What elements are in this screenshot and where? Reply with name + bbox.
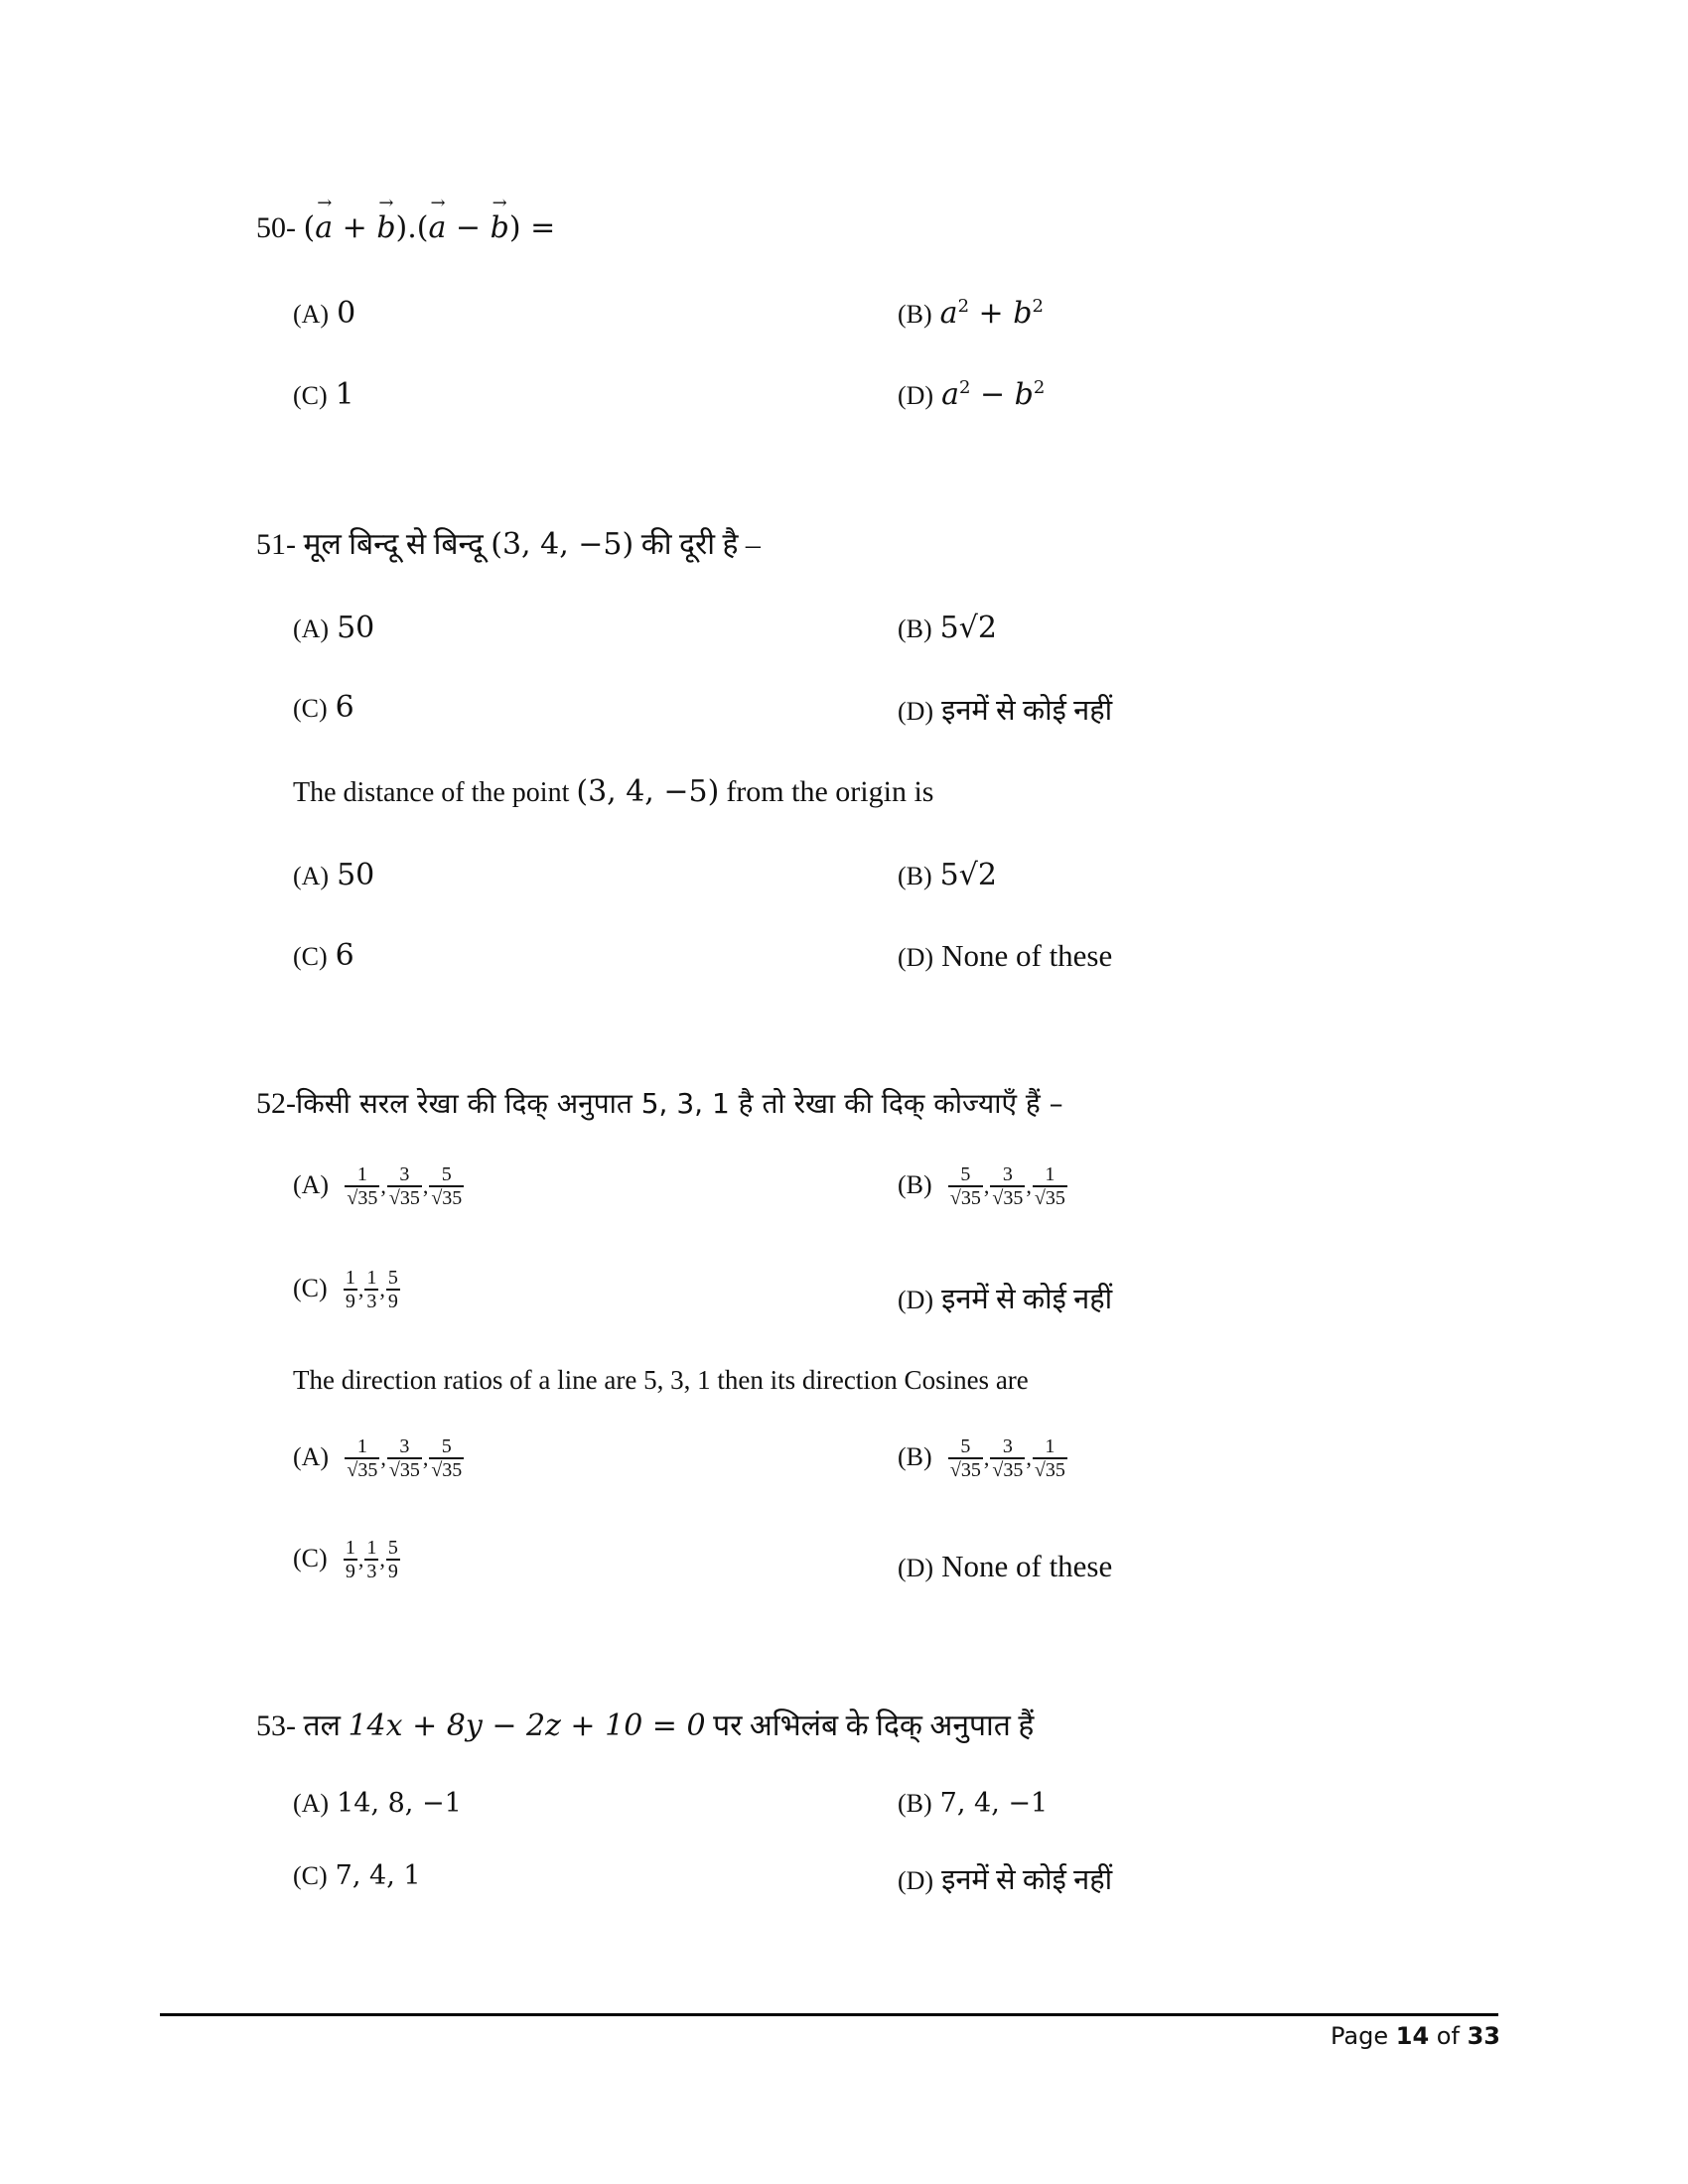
option-label: (A): [293, 1169, 330, 1199]
q50-option-a[interactable]: [293, 296, 355, 331]
fraction: $\frac{3}{√35}$: [388, 1435, 420, 1481]
q50-option-d[interactable]: [898, 377, 1045, 412]
page-prefix: Page: [1331, 2022, 1389, 2050]
option-label: (D): [898, 1286, 934, 1314]
question-text-hi: तल: [303, 1709, 341, 1742]
option-label: (C): [293, 381, 328, 410]
option-label: (A): [293, 1789, 330, 1818]
option-label: (B): [898, 1169, 932, 1199]
option-value: 5√2: [939, 858, 997, 892]
q52-en-option-a[interactable]: (A) $\frac{1}{√35}$ , $\frac{3}{√35}$ , $\frac{5}{√35}$: [293, 1435, 463, 1481]
option-label: (B): [898, 1441, 932, 1471]
option-value: 7, 4, 1: [335, 1860, 421, 1891]
question-50: [256, 210, 555, 245]
option-label: (A): [293, 862, 330, 890]
point-coordinates: (3, 4, −5): [491, 527, 634, 562]
fraction: $\frac{5}{√35}$: [949, 1435, 981, 1481]
option-label: (D): [898, 697, 934, 726]
fraction: $\frac{3}{√35}$: [388, 1163, 420, 1209]
question-50-expression: (→ a + → b).(→ a − → b) =: [304, 210, 556, 245]
q53-option-d[interactable]: [898, 1859, 1112, 1898]
page-number: [1331, 2022, 1500, 2050]
fraction: $\frac{1}{9}$: [345, 1537, 355, 1582]
option-value: 6: [335, 938, 354, 973]
fraction: $\frac{5}{√35}$: [431, 1435, 463, 1481]
fraction: $\frac{1}{√35}$: [347, 1435, 378, 1481]
question-text-hi-suffix: की दूरी है –: [640, 528, 761, 561]
option-value: इनमें से कोई नहीं: [941, 1284, 1113, 1315]
option-label: (C): [293, 1543, 328, 1572]
fraction: $\frac{1}{√35}$: [1034, 1435, 1065, 1481]
question-52: [256, 1084, 1063, 1122]
page-of: of: [1436, 2022, 1460, 2050]
q51-hi-option-d[interactable]: [898, 690, 1112, 729]
q52-en-option-b[interactable]: (B) $\frac{5}{√35}$ , $\frac{3}{√35}$ , $\frac{1}{√35}$: [898, 1435, 1065, 1481]
q52-en-option-c[interactable]: (C) $\frac{1}{9}$ , $\frac{1}{3}$ , $\frac{5}{9}$: [293, 1537, 398, 1582]
option-value: 5√2: [939, 611, 997, 645]
question-number: 50-: [256, 211, 296, 244]
q52-hi-option-c[interactable]: (C) $\frac{1}{9}$ , $\frac{1}{3}$ , $\frac{5}{9}$: [293, 1267, 398, 1312]
option-label: (C): [293, 942, 328, 971]
option-label: (B): [898, 862, 932, 890]
q53-option-a[interactable]: [293, 1787, 462, 1820]
q51-en-option-a[interactable]: [293, 858, 374, 892]
q52-hi-option-b[interactable]: (B) $\frac{5}{√35}$ , $\frac{3}{√35}$ , $\frac{1}{√35}$: [898, 1163, 1065, 1209]
fraction: $\frac{1}{3}$: [366, 1267, 377, 1312]
question-text-hi: मूल बिन्दू से बिन्दू: [303, 528, 484, 561]
option-label: (B): [898, 614, 932, 643]
option-label: (D): [898, 1554, 934, 1582]
point-coordinates: (3, 4, −5): [576, 774, 720, 809]
option-value: 50: [337, 611, 375, 645]
q51-en-option-b[interactable]: [898, 858, 997, 892]
fraction: $\frac{5}{9}$: [387, 1537, 398, 1582]
option-label: (B): [898, 1789, 932, 1818]
option-value: $a^2 - b^2$: [941, 377, 1046, 412]
current-page: 14: [1395, 2022, 1430, 2050]
option-label: (B): [898, 300, 932, 329]
question-text-en-suffix: from the origin is: [726, 775, 934, 808]
question-text-en: The distance of the point: [293, 777, 570, 808]
q52-hi-option-a[interactable]: (A) $\frac{1}{√35}$ , $\frac{3}{√35}$ , $\frac{5}{√35}$: [293, 1163, 463, 1209]
q53-option-c[interactable]: [293, 1859, 421, 1892]
option-label: (A): [293, 300, 330, 329]
option-value: 14, 8, −1: [337, 1788, 462, 1819]
question-52-english: [293, 1365, 1029, 1396]
q50-option-b[interactable]: [898, 296, 1044, 331]
option-value: 6: [335, 690, 354, 725]
question-text-hi-suffix: पर अभिलंब के दिक् अनुपात हैं: [713, 1709, 1035, 1742]
q52-en-option-d[interactable]: [898, 1549, 1112, 1584]
option-value: इनमें से कोई नहीं: [941, 695, 1113, 727]
option-label: (A): [293, 1441, 330, 1471]
q51-hi-option-a[interactable]: [293, 611, 374, 645]
option-value: इनमें से कोई नहीं: [941, 1864, 1113, 1896]
footer-divider: [160, 2013, 1498, 2016]
question-51-english: [293, 774, 933, 809]
option-value: 50: [337, 858, 375, 892]
fraction: $\frac{3}{√35}$: [992, 1163, 1024, 1209]
question-number: 51-: [256, 528, 296, 561]
q51-hi-option-b[interactable]: [898, 611, 997, 645]
plane-equation: 14x + 8y − 2z + 10 = 0: [348, 1708, 706, 1743]
q50-option-c[interactable]: [293, 377, 354, 412]
option-value: 7, 4, −1: [939, 1788, 1049, 1819]
question-51: [256, 522, 761, 563]
fraction: $\frac{5}{9}$: [387, 1267, 398, 1312]
fraction: $\frac{5}{√35}$: [949, 1163, 981, 1209]
question-text-en: The direction ratios of a line are 5, 3, 1 then its direction Cosines are: [293, 1365, 1029, 1395]
option-value: 0: [337, 296, 356, 331]
question-text-hi: किसी सरल रेखा की दिक् अनुपात 5, 3, 1 है तो रेखा की दिक् कोज्याएँ हैं –: [296, 1087, 1063, 1120]
fraction: $\frac{1}{√35}$: [347, 1163, 378, 1209]
option-value: None of these: [941, 938, 1113, 973]
q52-hi-option-d[interactable]: [898, 1279, 1112, 1317]
fraction: $\frac{1}{3}$: [366, 1537, 377, 1582]
fraction: $\frac{1}{9}$: [345, 1267, 355, 1312]
option-value: $a^2 + b^2$: [939, 296, 1044, 331]
option-label: (D): [898, 943, 934, 972]
option-label: (A): [293, 614, 330, 643]
option-label: (C): [293, 1861, 328, 1890]
option-label: (C): [293, 694, 328, 723]
question-number: 53-: [256, 1709, 296, 1742]
fraction: $\frac{5}{√35}$: [431, 1163, 463, 1209]
q51-en-option-c[interactable]: [293, 938, 354, 973]
option-label: (D): [898, 1866, 934, 1895]
question-53: [256, 1704, 1034, 1744]
q51-hi-option-c[interactable]: [293, 690, 354, 725]
fraction: $\frac{1}{√35}$: [1034, 1163, 1065, 1209]
q53-option-b[interactable]: [898, 1787, 1048, 1820]
total-pages: 33: [1467, 2022, 1500, 2050]
question-number: 52-: [256, 1087, 296, 1120]
option-value: None of these: [941, 1549, 1113, 1583]
fraction: $\frac{3}{√35}$: [992, 1435, 1024, 1481]
q51-en-option-d[interactable]: [898, 938, 1112, 974]
option-value: 1: [335, 377, 354, 412]
option-label: (D): [898, 381, 934, 410]
option-label: (C): [293, 1273, 328, 1302]
